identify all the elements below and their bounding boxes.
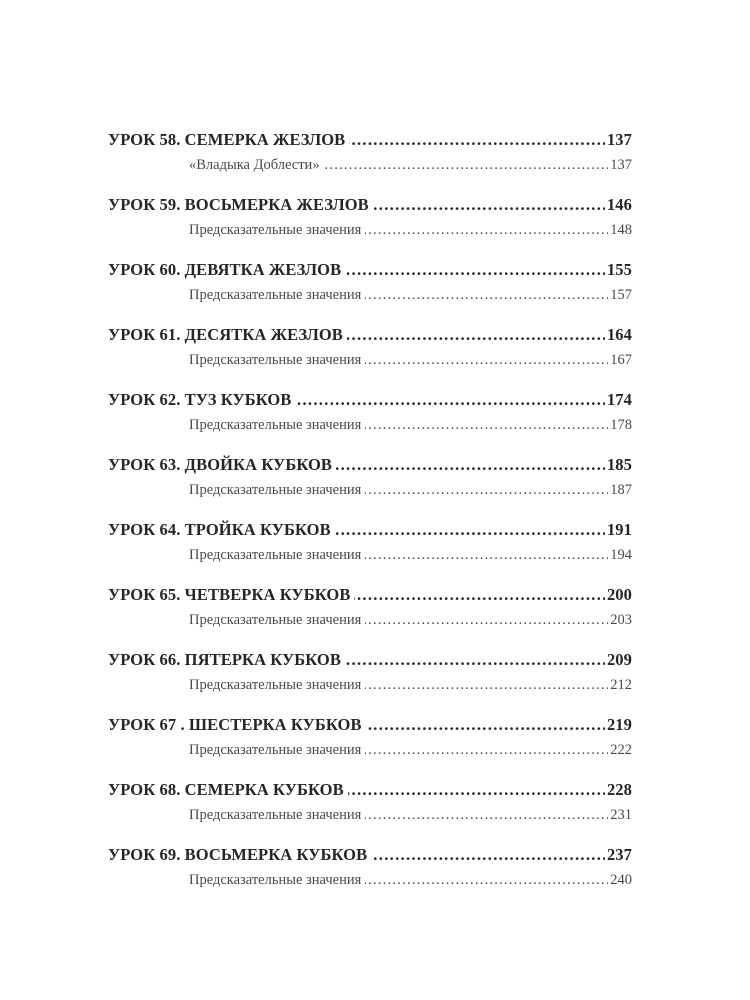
toc-entry-lesson-61 bbox=[108, 321, 632, 348]
toc-page-number: 178 bbox=[610, 417, 632, 433]
toc-page-number: 137 bbox=[606, 130, 632, 149]
toc-entry-title: УРОК 62. ТУЗ КУБКОВ bbox=[108, 390, 292, 409]
toc-subentry bbox=[108, 478, 632, 516]
toc-entry-title: УРОК 67 . ШЕСТЕРКА КУБКОВ bbox=[108, 715, 362, 734]
dot-leader bbox=[365, 868, 608, 892]
toc-subentry bbox=[108, 803, 632, 841]
toc-entry-lesson-68 bbox=[108, 776, 632, 803]
toc-page-number: 212 bbox=[610, 677, 632, 693]
toc-entry-title: УРОК 61. ДЕСЯТКА ЖЕЗЛОВ bbox=[108, 325, 343, 344]
toc-subentry-title: Предсказательные значения bbox=[189, 547, 362, 563]
toc-subentry bbox=[108, 283, 632, 321]
toc-entry-title: УРОК 60. ДЕВЯТКА ЖЕЗЛОВ bbox=[108, 260, 342, 279]
toc-subentry bbox=[108, 738, 632, 776]
toc-page-number: 148 bbox=[610, 222, 632, 238]
toc-subentry-title: Предсказательные значения bbox=[189, 222, 362, 238]
toc-subentry bbox=[108, 868, 632, 906]
toc-page-number: 167 bbox=[610, 352, 632, 368]
toc-subentry-title: Предсказательные значения bbox=[189, 677, 362, 693]
dot-leader bbox=[373, 191, 605, 218]
toc-page-number: 203 bbox=[610, 612, 632, 628]
toc-subentry-title: Предсказательные значения bbox=[189, 807, 362, 823]
dot-leader bbox=[365, 673, 608, 697]
toc-page-number: 187 bbox=[610, 482, 632, 498]
dot-leader bbox=[365, 543, 608, 567]
toc-page-number: 155 bbox=[606, 260, 632, 279]
toc-page-number: 174 bbox=[606, 390, 632, 409]
toc-page-number: 231 bbox=[610, 807, 632, 823]
toc-entry-lesson-60 bbox=[108, 256, 632, 283]
toc-page-number: 191 bbox=[606, 520, 632, 539]
toc-entry-lesson-62 bbox=[108, 386, 632, 413]
dot-leader bbox=[347, 321, 605, 348]
dot-leader bbox=[348, 776, 605, 803]
toc-page-number: 200 bbox=[606, 585, 632, 604]
toc-page-number: 237 bbox=[606, 845, 632, 864]
toc-subentry bbox=[108, 413, 632, 451]
dot-leader bbox=[336, 451, 605, 478]
toc-page-number: 164 bbox=[606, 325, 632, 344]
toc-page-number: 228 bbox=[606, 780, 632, 799]
toc-page-number: 240 bbox=[610, 872, 632, 888]
dot-leader bbox=[365, 218, 608, 242]
toc-subentry-title: «Владыка Доблести» bbox=[189, 157, 320, 173]
toc-entry-title: УРОК 63. ДВОЙКА КУБКОВ bbox=[108, 455, 333, 474]
toc-subentry bbox=[108, 348, 632, 386]
toc-subentry bbox=[108, 608, 632, 646]
toc-entry-lesson-59 bbox=[108, 191, 632, 218]
dot-leader bbox=[345, 256, 605, 283]
toc-page-number: 185 bbox=[606, 455, 632, 474]
toc-subentry bbox=[108, 543, 632, 581]
toc-entry-title: УРОК 58. СЕМЕРКА ЖЕЗЛОВ bbox=[108, 130, 346, 149]
toc-subentry bbox=[108, 218, 632, 256]
toc-subentry-title: Предсказательные значения bbox=[189, 742, 362, 758]
toc-entry-title: УРОК 65. ЧЕТВЕРКА КУБКОВ bbox=[108, 585, 351, 604]
dot-leader bbox=[324, 153, 609, 177]
toc-entry-lesson-63 bbox=[108, 451, 632, 478]
toc-subentry-title: Предсказательные значения bbox=[189, 287, 362, 303]
dot-leader bbox=[365, 348, 608, 372]
toc-subentry-title: Предсказательные значения bbox=[189, 417, 362, 433]
dot-leader bbox=[365, 283, 608, 307]
toc-page-number: 157 bbox=[610, 287, 632, 303]
toc-page-number: 209 bbox=[606, 650, 632, 669]
toc-entry-lesson-67 bbox=[108, 711, 632, 738]
toc-page-number: 222 bbox=[610, 742, 632, 758]
toc-entry-title: УРОК 69. ВОСЬМЕРКА КУБКОВ bbox=[108, 845, 368, 864]
toc-subentry-title: Предсказательные значения bbox=[189, 612, 362, 628]
toc-entry-lesson-64 bbox=[108, 516, 632, 543]
toc-entry-lesson-58 bbox=[108, 126, 632, 153]
toc-page-number: 219 bbox=[606, 715, 632, 734]
toc-entry-lesson-66 bbox=[108, 646, 632, 673]
dot-leader bbox=[365, 608, 608, 632]
dot-leader bbox=[371, 841, 605, 868]
dot-leader bbox=[295, 386, 604, 413]
toc-subentry-title: Предсказательные значения bbox=[189, 482, 362, 498]
toc-subentry-title: Предсказательные значения bbox=[189, 352, 362, 368]
toc-entry-lesson-69 bbox=[108, 841, 632, 868]
toc-page-number: 146 bbox=[606, 195, 632, 214]
toc-page-number: 137 bbox=[610, 157, 632, 173]
toc-entry-title: УРОК 59. ВОСЬМЕРКА ЖЕЗЛОВ bbox=[108, 195, 369, 214]
dot-leader bbox=[365, 803, 608, 827]
toc-page-number: 194 bbox=[610, 547, 632, 563]
dot-leader bbox=[335, 516, 605, 543]
table-of-contents bbox=[108, 126, 632, 906]
dot-leader bbox=[349, 126, 605, 153]
toc-entry-lesson-65 bbox=[108, 581, 632, 608]
dot-leader bbox=[354, 581, 605, 608]
dot-leader bbox=[366, 711, 605, 738]
toc-subentry bbox=[108, 153, 632, 191]
toc-entry-title: УРОК 66. ПЯТЕРКА КУБКОВ bbox=[108, 650, 341, 669]
toc-entry-title: УРОК 68. СЕМЕРКА КУБКОВ bbox=[108, 780, 344, 799]
toc-subentry-title: Предсказательные значения bbox=[189, 872, 362, 888]
dot-leader bbox=[365, 413, 608, 437]
toc-subentry bbox=[108, 673, 632, 711]
dot-leader bbox=[365, 478, 608, 502]
dot-leader bbox=[345, 646, 605, 673]
toc-entry-title: УРОК 64. ТРОЙКА КУБКОВ bbox=[108, 520, 331, 539]
dot-leader bbox=[365, 738, 608, 762]
